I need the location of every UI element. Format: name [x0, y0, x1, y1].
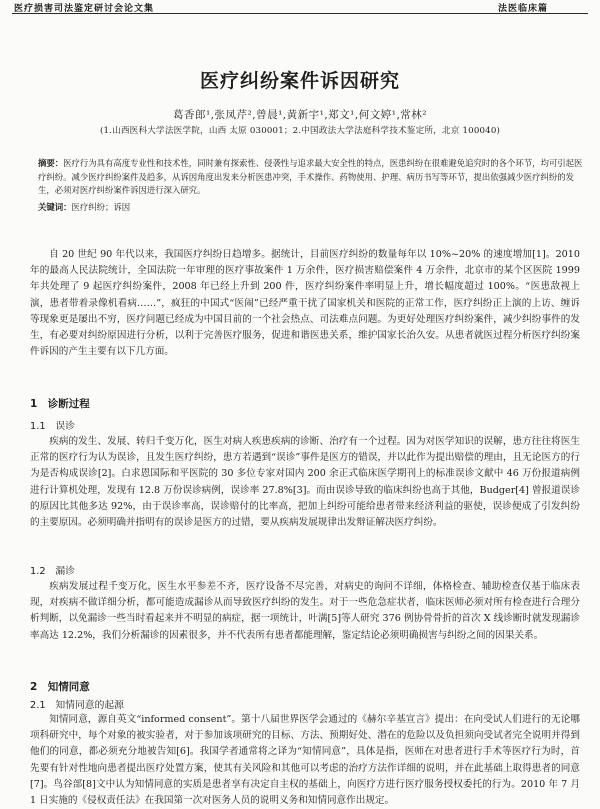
- affiliations: (1.山西医科大学法医学院，山西 太原 030001；2.中国政法大学法庭科学技术鉴定所，北京 100040): [99, 126, 501, 136]
- header-journal-title: 医疗损害司法鉴定研讨会论文集: [14, 4, 155, 14]
- section-1-1-text: 疾病的发生、发展、转归千变万化，医生对病人疾患疾病的诊断、治疗有一个过程。因为对医学知识的误解，患方往往将医生正常的医疗行为认为误诊，且发生医疗纠纷，患方若遇到“误诊”事件是医方的错误，并以此作为提出赔偿的理由，且无论医方的行为是否构成误诊[2]。白求恩国际和平医院的 30 多位专家对国内 200 余正式临床医学期刊上的标准误诊文献中 46 万份报道病例进行计算机处理，发现有 12.8 万份误诊病例，误诊率 27.8%[3]。而由误诊导致的临床纠纷也高于其他，Budger[4] 曾报道误诊的原因比其他多达 92%，由于误诊率高，误诊赔付的比率高，把加上纠纷可能给患者带来经济利益的驱使，误诊便成了引发纠纷的主要原因。必须明确并指明有的误诊是医方的过错，要从疾病发展规律出发辩证解决医疗纠纷。: [30, 436, 580, 529]
- abstract: [38, 157, 586, 198]
- keywords-text: 医疗纠纷；诉因: [71, 202, 131, 212]
- paper-title: 医疗纠纷案件诉因研究: [199, 70, 400, 92]
- section-2-1-heading: 2.1 知情同意的起源: [30, 700, 124, 711]
- section-1-heading: 1 诊断过程: [30, 398, 90, 410]
- intro-paragraph: [30, 247, 580, 360]
- section-1-2-heading: 1.2 漏诊: [30, 566, 75, 577]
- header-section-label: 法医临床篇: [497, 4, 548, 14]
- section-1-2-body: [30, 579, 580, 644]
- section-2-heading: 2 知情同意: [30, 681, 90, 693]
- running-header: [0, 0, 600, 14]
- section-1-2-text: 疾病发展过程千变万化，医生水平参差不齐，医疗设备不尽完善，对病史的询问不详细，体格检查、辅助检查仅基于临床表现，对疾病不做详细分析，都可能造成漏诊从而导致医疗纠纷的发生。对于一些危急症状者，临床医师必须对所有检查进行合理分析判断，以免漏诊一些当时看起来并不明显的病症，据一项统计，叶满[5]等人研究 376 例协骨骨折的首次 X 线诊断时就发现漏诊率高达 12.2%，我们分析漏诊的因素很多，并不代表所有患者都能理解，鉴定结论必须明确损害与纠纷之间的因果关系。: [30, 581, 580, 641]
- abstract-text: 医疗行为具有高度专业性和技术性，同时兼有探索性、侵袭性与追求最大安全性的特点，医患纠纷在很难避免追究时的各个环节，均可引起医疗纠纷。减少医疗纠纷案件及趋多，从诉因角度出发来分析医患冲突，手术操作、药物使用、护理、病历书写等环节，提出依强减少医疗纠纷的发生，必须对医疗纠纷案件诉因进行深入研究。: [38, 158, 583, 196]
- intro-text: 自 20 世纪 90 年代以来，我国医疗纠纷日趋增多。据统计，目前医疗纠纷的数量每年以 10%~20% 的速度增加[1]。2010 年的最高人民法院统计，全国法院一年审理的医疗事故案件 1 万余件，医疗损害赔偿案件 4 万余件，北京市的某个区医院 1999 年共处理了 9 起医疗纠纷案件，2008 年已经上升到 200 件，医疗纠纷案件率明显上升，增长幅度超过 100%。“医患敌视上演，患者带着录像机看病……”，疯狂的中国式“医闹”已经严重干扰了国家机关和医院的正常工作，医疗纠纷正上演的上访、缠诉等现象更是屡出不穷，医疗问题已经成为中国目前的一个社会热点、司法难点问题。为更好处理医疗纠纷案件，减少纠纷事件的发生，有必要对纠纷原因进行分析，以利于完善医疗服务，促进和谐医患关系，维护国家长治久安。从患者就医过程分析医疗纠纷案件诉因的产生主要有以下几方面。: [30, 249, 580, 358]
- section-1-1-heading: 1.1 误诊: [30, 421, 75, 432]
- header-rule: [12, 13, 588, 14]
- author-list: 葛香郎¹,张凤芹²,曾晨¹,黄新宇¹,郑文¹,何文婷¹,常林²: [173, 109, 427, 121]
- keywords-label: 关键词：: [38, 202, 72, 212]
- keywords: [38, 201, 586, 214]
- section-2-1-text: 知情同意，源自英文“informed consent”。第十八届世界医学会通过的《赫尔辛基宣言》提出：在向受试人们进行的无论哪项科研究中，每个对象的被实验者，对于参加该项研究的目标、方法、预期好处、潜在的危险以及负担须向受试者完全说明并得到他们的同意，都必须充分地被告知[6]。我国学者通常将之译为“知情同意”，具体是指，医师在对患者进行手术等医疗行为时，首先要有针对性地向患者提出医疗处置方案，使其有关风险和其他可以考虑的治疗方法作详细的说明，并在此基础上取得患者的同意[7]。鸟谷部[8]文中认为知情同意的实质是患者享有决定自主权的基础上，向医疗方进行医疗服务授权委托的行为。2010 年 7 月 1 日实施的《侵权责任法》在我国第一次对医务人员的说明义务和知情同意作出规定。: [30, 714, 580, 807]
- abstract-label: 摘要：: [38, 158, 64, 168]
- section-2-1-body: [30, 712, 580, 809]
- section-1-1-body: [30, 434, 580, 531]
